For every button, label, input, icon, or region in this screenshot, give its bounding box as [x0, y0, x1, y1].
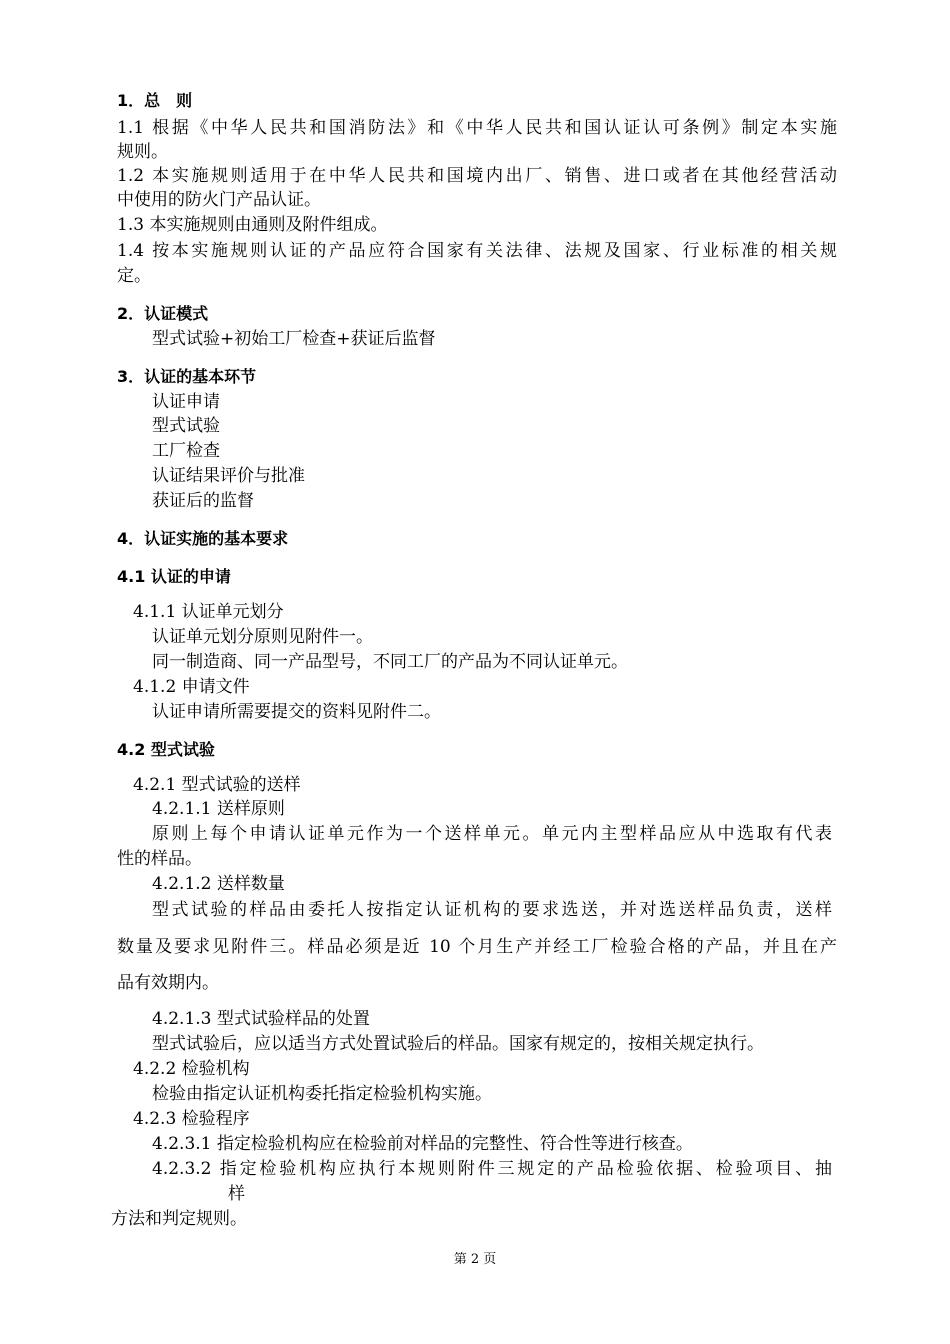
- section-2-heading: 2．认证模式: [117, 304, 209, 323]
- page-number: 第 2 页: [453, 1252, 497, 1267]
- subsection-4-2-1: 4.2.1 型式试验的送样: [133, 775, 301, 795]
- subsection-4-2-1-1: 4.2.1.1 送样原则: [152, 799, 285, 819]
- para-4-2-3-2-line3: 方法和判定规则。: [111, 1209, 247, 1229]
- para-1-3: 1.3 本实施规则由通则及附件组成。: [117, 215, 388, 235]
- para-4-1-2-a: 认证申请所需要提交的资料见附件二。: [152, 702, 441, 722]
- list-item: 型式试验: [152, 416, 220, 436]
- subsection-4-2-3: 4.2.3 检验程序: [133, 1109, 250, 1129]
- list-item: 工厂检查: [152, 441, 220, 461]
- section-4-heading: 4．认证实施的基本要求: [117, 529, 289, 548]
- para-4-2-1-2-line2: 数量及要求见附件三。样品必须是近 10 个月生产并经工厂检验合格的产品，并且在产: [117, 937, 837, 957]
- subsection-4-2-2: 4.2.2 检验机构: [133, 1059, 250, 1079]
- subsection-4-1-2: 4.1.2 申请文件: [133, 677, 250, 697]
- para-1-4-line2: 定。: [117, 266, 151, 286]
- para-1-1-line2: 规则。: [117, 142, 168, 162]
- para-4-2-3-1: 4.2.3.1 指定检验机构应在检验前对样品的完整性、符合性等进行核查。: [152, 1134, 693, 1154]
- para-4-2-1-3: 型式试验后，应以适当方式处置试验后的样品。国家有规定的，按相关规定执行。: [152, 1034, 764, 1054]
- para-4-2-3-2-line2: 样: [228, 1184, 245, 1204]
- para-4-2-3-2-line1: 4.2.3.2 指定检验机构应执行本规则附件三规定的产品检验依据、检验项目、抽: [152, 1159, 832, 1179]
- certification-mode-text: 型式试验+初始工厂检查+获证后监督: [152, 329, 436, 349]
- para-4-2-1-1-line1: 原则上每个申请认证单元作为一个送样单元。单元内主型样品应从中选取有代表: [152, 824, 832, 844]
- section-4-1-heading: 4.1 认证的申请: [117, 567, 231, 586]
- subsection-4-2-1-3: 4.2.1.3 型式试验样品的处置: [152, 1009, 370, 1029]
- para-4-2-1-2-line1: 型式试验的样品由委托人按指定认证机构的要求选送，并对选送样品负责，送样: [152, 900, 832, 920]
- list-item: 认证结果评价与批准: [152, 466, 305, 486]
- subsection-4-2-1-2: 4.2.1.2 送样数量: [152, 874, 285, 894]
- section-4-2-heading: 4.2 型式试验: [117, 740, 215, 759]
- para-1-2-line2: 中使用的防火门产品认证。: [117, 190, 321, 210]
- para-1-1-line1: 1.1 根据《中华人民共和国消防法》和《中华人民共和国认证认可条例》制定本实施: [117, 118, 837, 138]
- section-3-heading: 3．认证的基本环节: [117, 367, 257, 386]
- subsection-4-1-1: 4.1.1 认证单元划分: [133, 602, 284, 622]
- para-4-2-2: 检验由指定认证机构委托指定检验机构实施。: [152, 1084, 492, 1104]
- list-item: 获证后的监督: [152, 491, 254, 511]
- para-4-2-1-2-line3: 品有效期内。: [117, 973, 219, 993]
- list-item: 认证申请: [152, 392, 220, 412]
- section-1-heading: 1．总 则: [117, 91, 193, 110]
- para-4-1-1-b: 同一制造商、同一产品型号，不同工厂的产品为不同认证单元。: [152, 652, 628, 672]
- para-4-1-1-a: 认证单元划分原则见附件一。: [152, 627, 373, 647]
- para-4-2-1-1-line2: 性的样品。: [117, 849, 202, 869]
- para-1-2-line1: 1.2 本实施规则适用于在中华人民共和国境内出厂、销售、进口或者在其他经营活动: [117, 166, 837, 186]
- para-1-4-line1: 1.4 按本实施规则认证的产品应符合国家有关法律、法规及国家、行业标准的相关规: [117, 241, 837, 261]
